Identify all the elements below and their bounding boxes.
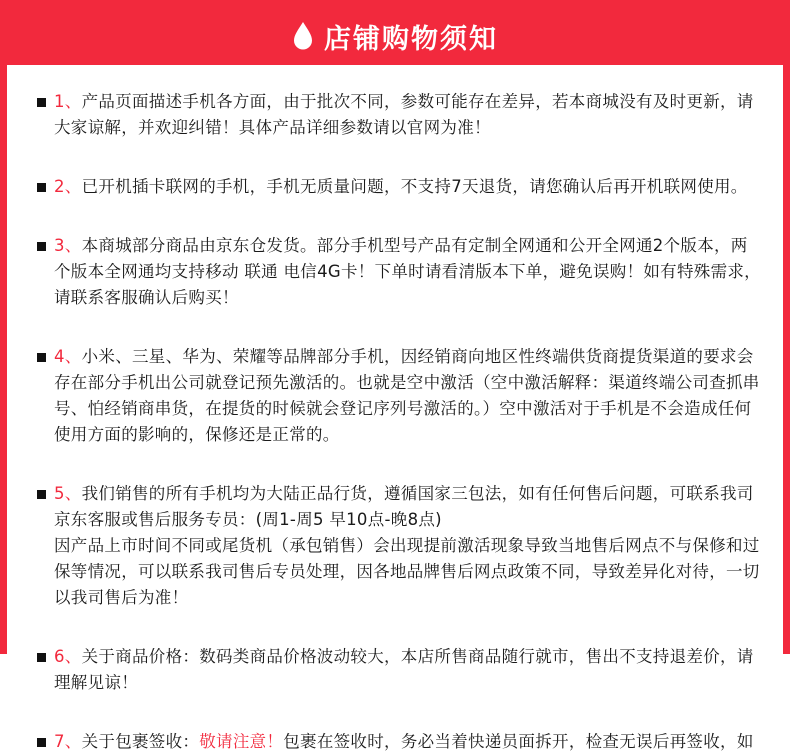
item-number: 1、	[54, 92, 82, 111]
item-number: 7、	[54, 732, 82, 751]
item-text: 关于商品价格：数码类商品价格波动较大，本店所售商品随行就市，售出不支持退差价，请理解见谅！	[54, 647, 754, 692]
list-item	[37, 729, 761, 755]
list-item	[37, 174, 761, 200]
item-text: 我们销售的所有手机均为大陆正品行货，遵循国家三包法，如有任何售后问题，可联系我司京东客服或售后服务专员：(周1-周5 早10点-晚8点)	[54, 484, 754, 529]
item-number: 4、	[54, 347, 82, 366]
list-item	[37, 344, 761, 448]
item-number: 6、	[54, 647, 82, 666]
item-number: 5、	[54, 484, 82, 503]
item-text: 包裹在签收时，务必当着快递员面拆开，检查无误后再签收，如	[283, 732, 754, 751]
item-prefix: 关于包裹签收：	[81, 732, 200, 751]
bullet-icon	[37, 183, 46, 192]
list-item	[37, 644, 761, 696]
item-text: 本商城部分商品由京东仓发货。部分手机型号产品有定制全网通和公开全网通2个版本，两个版本全网通均支持移动 联通 电信4G卡！下单时请看清版本下单，避免误购！如有特殊需求，请联系客服确认后购买！	[54, 236, 761, 307]
item-text-continued: 因产品上市时间不同或尾货机（承包销售）会出现提前激活现象导致当地售后网点不与保修和过保等情况，可以联系我司售后专员处理，因各地品牌售后网点政策不同，导致差异化对待，一切以我司售后为准！	[54, 536, 760, 607]
bullet-icon	[37, 353, 46, 362]
header-banner	[7, 7, 783, 65]
notice-list	[7, 65, 783, 755]
item-text: 小米、三星、华为、荣耀等品牌部分手机，因经销商向地区性终端供货商提货渠道的要求会存在部分手机出公司就登记预先激活的。也就是空中激活（空中激活解释：渠道终端公司查抓串号、怕经销商串货，在提货的时候就会登记序列号激活的。）空中激活对于手机是不会造成任何使用方面的影响的，保修还是正常的。	[54, 347, 760, 444]
bullet-icon	[37, 653, 46, 662]
drop-icon	[292, 21, 314, 51]
bullet-icon	[37, 242, 46, 251]
item-number: 2、	[54, 177, 82, 196]
list-item	[37, 233, 761, 311]
bullet-icon	[37, 490, 46, 499]
item-text: 已开机插卡联网的手机，手机无质量问题，不支持7天退货，请您确认后再开机联网使用。	[81, 177, 748, 196]
item-number: 3、	[54, 236, 82, 255]
bullet-icon	[37, 98, 46, 107]
list-item	[37, 481, 761, 611]
item-text: 产品页面描述手机各方面，由于批次不同，参数可能存在差异，若本商城没有及时更新，请大家谅解，并欢迎纠错！具体产品详细参数请以官网为准！	[54, 92, 754, 137]
bullet-icon	[37, 738, 46, 747]
attention-highlight: 敬请注意！	[199, 732, 284, 751]
page-title: 店铺购物须知	[324, 23, 498, 55]
list-item	[37, 89, 761, 141]
